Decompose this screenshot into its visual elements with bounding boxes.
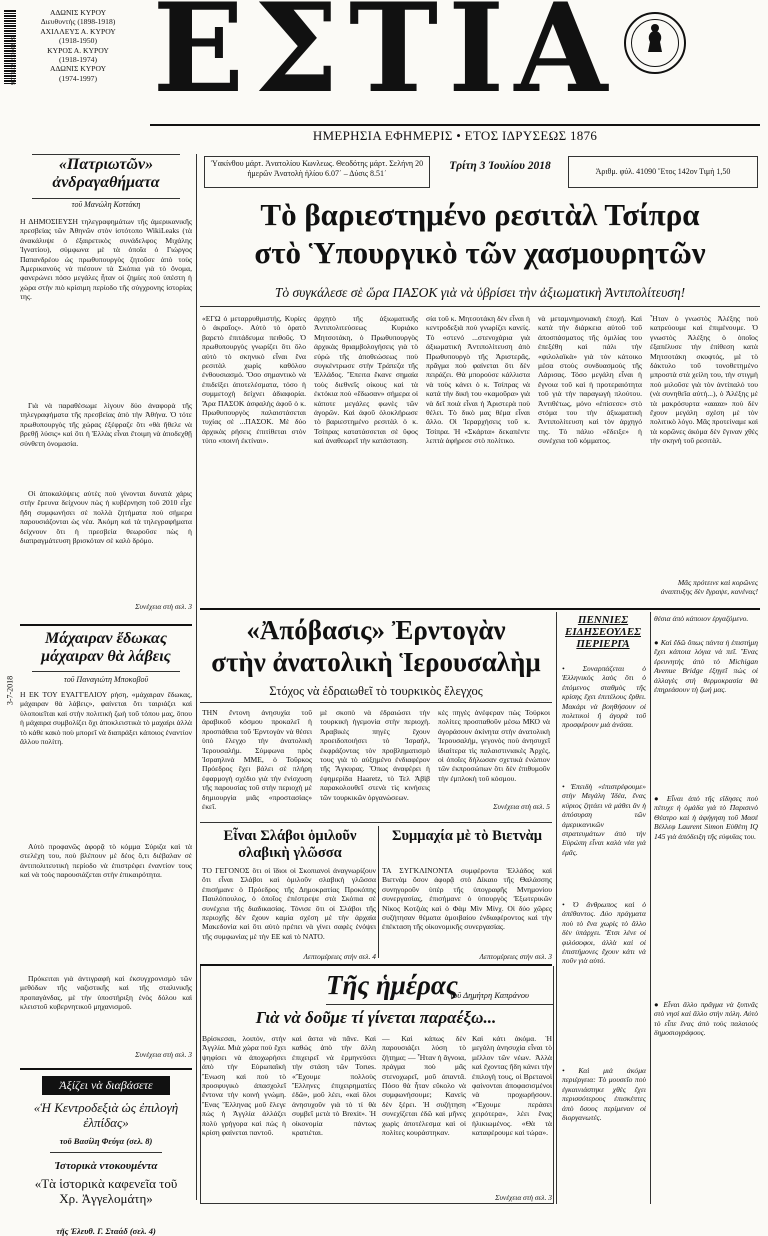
middle-text: μὲ σκοπὸ νὰ ἐδραιώσει τὴν τουρκικὴ ἡγεμονία στὴν περιοχὴ. Ἀραβικὲς πηγὲς ἔχουν προειδοποιήσει τὸ Ἰσραήλ, ἐκφράζοντας τὸν προβληματισμὸ τους γιὰ τὸ αὐξημένο ἐνδιαφέρον τῆς Ἄγκυρας. Ὅπως ἀναφέρει ἡ ἐφημερίδα Haaretz, τὸ Τελ Ἀβὶβ παρακολουθεῖ στενὰ τὶς κινήσεις τῶν τουρκικῶν ὀργανώσεων. bbox=[320, 708, 430, 802]
lead-column bbox=[426, 314, 530, 604]
founder-line: ΑΔΩΝΙΣ ΚΥΡΟΥ bbox=[49, 64, 107, 74]
article-title: «Πατριωτῶν» ἀνδραγαθήματα bbox=[52, 156, 160, 191]
lead-column bbox=[650, 314, 758, 604]
briefs-header-line: ΠΕΡΙΕΡΓΑ bbox=[576, 638, 630, 650]
lead-subhead: Τὸ συγκάλεσε σὲ ὥρα ΠΑΣΟΚ γιὰ νὰ ὑβρίσει τὴν ἀξιωματικὴ Ἀντιπολίτευση! bbox=[274, 285, 686, 300]
lead-text: νὰ μεταμνημονιακὴ ἐποχή. Καὶ κατὰ τὴν διάρκεια αὐτοῦ τοῦ ἀποσπάσματος τῆς ὁμιλίας του ἐπεξέθη καὶ πάλι τὴν «φιλολαϊκὰ» γιὰ τὸν κάτοικο μέσα στοὺς συνδυασμοὺς τῆς Λάρισας. Τόσο μεγάλη εἶναι ἡ ἔγνοια τοῦ καὶ ἡ προτεραιότητα τοῦ γιὰ τὴν παραγωγὴ πλούτου. Ἀντιθέτως, μόνο «ἐπίσεσε» στὸ στόμα του τὴν ἀξιωματικὴ Ἀντιπολίτευση καὶ τὸν ἀρχηγό της. Τὸ πάλιο «ἔδειξε» ἡ συνέχεια τοῦ κόμματος. bbox=[538, 314, 642, 446]
lead-text: Ἦταν ὁ γνωστὸς Ἀλέξης ποὺ κατρεύουμε καὶ ἐπιμένουμε. Ὁ γνωστὸς Ἀλέξης ὁ ὁποῖος ἐξαπέλυσε τὴν ἐπίθεση κατὰ Μητσοτάκη σκυφτός, μὲ τὸ δάκτυλο τοῦ τονοθετημένο μπροστὰ στὰ χείλη του, τὴν στιγμὴ ποὺ μιλοῦσε γιὰ τὸν ἀντίπαλό του (νὰ συνηθεῖα αὐτή...), ὁ Ἀλέξης μὲ τὰ μακρόσυρτα «αααα» ποὺ δὲν ἔχουν μεγάλη σχέση μὲ τὸν πολιτικὸ λόγο. Μᾶς προτείναμε καὶ τὰ κορῶνες ἀκόμα δὲν ἔγιναν χθὲς τὴν σκηνὴ τοῦ ρεσιτὰλ. bbox=[650, 314, 758, 446]
substory-title: Εἶναι Σλάβοι ὁμιλοῦν σλαβικὴ γλῶσσα bbox=[223, 828, 357, 861]
day-byline: τοῦ Δημήτρη Καπράνου bbox=[450, 990, 529, 1000]
issue-info: Ἀριθμ. φύλ. 41090 Ἔτος 142ον Τιμὴ 1,50 bbox=[595, 167, 731, 176]
founder-line: (1918-1950) bbox=[59, 36, 97, 46]
seal-logo bbox=[624, 12, 686, 74]
article-paragraph: Οἱ ἀποκαλύψεις αὐτὲς ποὺ γίνονται δυνατὰ χάρις στὴν ἔρευνα δείχνουν πὼς ἡ κυβέρνηση τοῦ 2010 εἶχε ἤδη συμφωνήσει σὲ πολλὰ ζητήματα ποὺ σήμερα παρουσιάζονται ὡς νέα. Ἀκόμη καὶ τὰ τηλεγραφήματα δείχνουν ὅτι ἡ πρεσβεία θεωροῦσε πὼς ἡ διαπραγμάτευση βρισκόταν σὲ καλὸ δρόμο. bbox=[20, 489, 192, 546]
substory-body: ΤΑ ΣΥΓΚΛΙΝΟΝΤΑ συμφέροντα Ἑλλάδος καὶ Βιετνὰμ ὅσον ἀφορᾷ στὸ Δίκαιο τῆς Θαλάσσης συνηγοροῦν ὑπὲρ τῆς ὑπογραφῆς Μνημονίου συνεργασίας, ἐπισήμανε ὁ ὑπουργὸς Ἐξωτερικῶν Νίκος Κοτζιὰς καὶ ὁ Φὰμ Μὶν Μίνχ. Οἱ δύο χῶρες συζήτησαν θέματα ἀμοιβαίου ἐνδιαφέροντος καὶ τὴν ἐπέκταση τῆς οἰκονομικῆς συνεργασίας. bbox=[382, 866, 552, 932]
article-paragraph: Πρόκειται γιὰ ἀντιγραφὴ καὶ ἐκσυγχρονισμὸ τῶν μεθόδων τῆς ναζιστικῆς καὶ τῆς σταλινικῆς προπαγάνδας, μὲ τὴν ὑποστήριξη ἑνὸς δόλου καὶ κλειστοῦ κυβερνητικοῦ μηχανισμοῦ. bbox=[20, 974, 192, 1012]
founder-line: Διευθυντὴς (1898-1918) bbox=[40, 17, 116, 27]
middle-text: κὲς πηγὲς ἀνέφεραν πὼς Τούρκοι πολίτες προσπαθοῦν μέσω ΜΚΟ νὰ ἀγοράσουν ἀκίνητα στὴν ἀνατολικὴ Ἱερουσαλήμ, γεγονὸς ποὺ ἀνησυχεῖ ἰδιαίτερα τὶς παλαιστινιακὲς Ἀρχές, οἱ ὁποῖες δήλωσαν σχετικά ἐνώπιον τῶν ἐκπροσώπων ὅτι δὲν ἐπιθυμοῦν τὴν ἐμπλοκὴ τοῦ κόσμου. bbox=[438, 708, 550, 783]
briefs-header bbox=[560, 614, 646, 650]
masthead bbox=[0, 0, 768, 150]
day-column-text bbox=[472, 1034, 552, 1204]
substory-body: ΤΟ ΓΕΓΟΝΟΣ ὅτι οἱ ἴδιοι οἱ Σκοπιανοὶ ἀναγνωρίζουν ὅτι εἶναι Σλάβοι καὶ ὁμιλοῦν σλαβικὴ γλῶσσα ἐπισήμανε ὁ Πρόεδρος τῆς Δημοκρατίας Προκόπης Παυλόπουλος, ὁ ὁποῖος ἐπέστρεψε στὰ Σκόπια σὲ συνέχεια τῆς διαδικασίας. Τόνισε ὅτι οἱ Σλάβοι τῆς περιοχῆς δὲν ἔχουν καμία σχέση μὲ τὴν ἀρχαία Μακεδονία καὶ ὅτι αὐτὸ πρέπει νὰ γίνει σαφὲς ἐνόψει τῆς συμφωνίας μὲ τὴν ΕΕ καὶ τὸ ΝΑΤΟ. bbox=[202, 866, 376, 941]
almanac-box bbox=[204, 156, 430, 188]
article-paragraph: Γιὰ νὰ παραθέσωμε λίγουν δύο ἀναφορὰ τῆς τηλεγραφήματα τῆς πρεσβείας ἀπὸ τὴν Ἀθήνα. Ὁ τότε πρωθυπουργὸς τῆς χώρας ἐξέφραζε ὅτι «θὰ ἤθελε νὰ βρεθῇ λύσις» καὶ ὅτι ἡ Ἑλλὰς εἶναι ἕτοιμη νὰ ἀποδεχθῇ σύνθετη ὀνομασία. bbox=[20, 401, 192, 448]
founders-list bbox=[12, 8, 144, 83]
day-text: Βρίσκεσαι, λοιπόν, στὴν Ἀγγλία. Μιὰ χώρα ποὺ ἔχει ψηφίσει νὰ ἀποχωρήσει ἀπὸ τὴν Εὐρωπαϊκὴ Ἕνωση καὶ ποὺ τὸ προσφυγικὸ ἀπασχολεῖ ἔντονα τὴν κοινὴ γνώμη. Ἕνας Ἕλληνας μοῦ ἔλεγε πὼς ἡ Ἀγγλία ἀλλάζει πολὺ γρήγορα καὶ πὼς ἡ κρίση φαίνεται παντοῦ. bbox=[202, 1034, 286, 1138]
barcode-number: 9 771108 611002 27 bbox=[11, 35, 17, 85]
briefs-header-line: ΠΕΝΝΙΕΣ bbox=[577, 614, 629, 626]
brief-item: θέσια ἀπὸ κάποιον ἐργαζόμενο. bbox=[654, 614, 749, 623]
middle-subhead: Στόχος νὰ ἐδραιωθεῖ τὸ τουρκικὸς ἔλεγχος bbox=[269, 684, 483, 698]
article-paragraph: Η ΔΗΜΟΣΙΕΥΣΗ τηλεγραφημάτων τῆς ἀμερικανικῆς πρεσβείας τῶν Ἀθηνῶν στὸν ἱστότοπο WikiLeaks (τὰ ἀνακάλυψε ὁ ἐξαιρετικὸς συνάδελφος Μιχάλης Ἰγνατίου), σύμφωνα μὲ τὰ ὁποῖα ὁ Γιώργος Παπανδρέου ὡς πρωθυπουργὸς ζητοῦσε ἀπὸ τοὺς Ἀμερικανοὺς νὰ πιέσουν τὰ Σκόπια γιὰ τὸ ὄνομα, φανερώνει πόσο μεγάλες ἦταν οἱ ζημίες ποὺ ὑπέστη ἡ χώρα στὴν πιὸ κρίσιμη περίοδο τῆς σύγχρονης ἱστορίας της. bbox=[20, 217, 192, 302]
founder-line: ΚΥΡΟΣ Α. ΚΥΡΟΥ bbox=[47, 45, 109, 55]
founder-line: (1974-1997) bbox=[59, 73, 97, 83]
founder-line: (1918-1974) bbox=[59, 55, 97, 65]
day-text: καὶ ἄστα νὰ πᾶνε. Καὶ καθώς ἀπὸ τὴν ἄλλη ἐπιχειρεῖ νὰ ἑρμηνεύσει τὴν στάση τῶν Τοrιes. «Ἔχουμε πολλοὺς Ἕλληνες ἐπιχειρηματίες ἐδῶ», μοῦ λέει, «καὶ ὅλοι ἀνησυχοῦν γιὰ τὸ τί θὰ συμβεῖ μετὰ τὸ Brexit». Ἡ οἰκονομία πάντως κρατιέται. bbox=[292, 1034, 376, 1138]
article-byline: τοῦ Παναγιώτη Μποκοβοῦ bbox=[63, 675, 149, 684]
continued-note[interactable]: Συνέχεια στὴ σελ. 3 bbox=[135, 1050, 192, 1059]
briefs-header-line: ΕΙΔΗΣΕΟΥΛΕΣ bbox=[565, 626, 641, 638]
middle-column bbox=[438, 708, 550, 820]
lead-headline-line: στὸ Ὑπουργικὸ τῶν χασμουρητῶν bbox=[254, 235, 706, 270]
lead-text: «ΕΓΩ ὁ μεταρρυθμιστής, Κυρίες ὁ ἀκραῖος». Αὐτὸ τὸ ὁρατὸ βαρετὸ ἐπιτάδευμα πειθοῦς. Ὁ πρωθυπουργὸς γνωρίζει ὅτι ὅλο αὐτὸ τὸ σκηνικὸ εἶναι ἕνα ρεσιτὰλ χωρὶς καθόλου ἐνθουσιασμό. Ὅσο σημαντικὸ νὰ ἐπιδείξει ἀποτελέσματα, τόσο ἡ συμμετοχὴ δείχνει ἀδιαφορία. Ἄρα ΠΑΣΟΚ ἀσφαλὴς ἀφοῦ ὁ κ. Πρωθυπουργὸς παλαιστάσεται τυχίας σὲ ...ΠΑΣΟΚ. Μὲ δύο ἀρχικὰς ρήσεις ἐπιτίθεται στὸν τύπο «ποινή ἐκτίναι». bbox=[202, 314, 306, 446]
lead-headline bbox=[200, 196, 760, 272]
day-column-text bbox=[202, 1034, 286, 1204]
almanac-text: Ὑακίνθου μάρτ. Ἀνατολίου Κωνλεως. Θεοδότης μάρτ. Σελήνη 20 ἡμερῶν Ἀνατολὴ ἡλίου 6.07΄ – Δύσις 8.51΄ bbox=[210, 159, 424, 178]
continued-note[interactable]: Λεπτομέρειες στὴν σελ. 3 bbox=[479, 952, 552, 961]
brief-item: • Καὶ μιὰ ἀκόμα περιέργεια: Τὸ μουσεῖο ποὺ ἐγκαινιάστηκε χθὲς ἔχει περισσότερους ἐπισκέπτες ἀπὸ ὅσους περίμεναν οἱ διοργανωτές. bbox=[562, 1066, 646, 1123]
middle-headline bbox=[200, 614, 552, 678]
worth-reading-title[interactable]: «Ἡ Κεντροδεξιὰ ὡς ἐπιλογὴ ἐλπίδας» bbox=[33, 1100, 179, 1130]
day-column-text bbox=[382, 1034, 466, 1204]
substory-title: Συμμαχία μὲ τὸ Βιετνὰμ bbox=[392, 828, 542, 844]
brief-item: ● Καὶ ἔδῶ ὅπως πάντα ἡ ἐπιστήμη ἔχει κάποια λόγια νὰ πεῖ. Ἔνας ἐρευνητὴς ἀπὸ τὸ Michigan Avenue Bridge ἐξηγεῖ πὼς οἱ ἀλλαγὲς στὴ θερμοκρασία θὰ ἐπηρεάσουν τὴ ζωή μας. bbox=[654, 638, 758, 695]
founder-line: ΑΔΩΝΙΣ ΚΥΡΟΥ bbox=[49, 8, 107, 17]
day-title: Γιὰ νὰ δοῦμε τί γίνεται παραέξω... bbox=[255, 1008, 497, 1027]
masthead-title: ΕΣΤΙΑ bbox=[152, 0, 618, 121]
substory-text bbox=[202, 866, 376, 962]
worth-reading-header: Ἀξίζει νὰ διαβάσετε bbox=[42, 1076, 170, 1095]
middle-headline-line: «Ἀπόβασις» Ἐρντογὰν bbox=[246, 615, 506, 645]
day-column-text bbox=[292, 1034, 376, 1204]
middle-column bbox=[320, 708, 430, 820]
worth-reading-kicker: Ἱστορικὰ ντοκουμέντα bbox=[54, 1160, 158, 1172]
lead-column bbox=[314, 314, 418, 604]
brief-item: • Ἐπειδὴ «ἐπιστρέφουμε» στὴν Μεγάλη Ἰδέα, ἕνας κύριος ζητάει νὰ μάθει ἂν ἡ ἀπόσυρση τῶν ἀμερικανικῶν στρατευμάτων ἀπὸ τὴν Εὐρώπη εἶναι καλὰ νέα γιὰ ἐμᾶς. bbox=[562, 782, 646, 857]
middle-column bbox=[202, 708, 312, 820]
lead-text: ἀρχητὸ τῆς ἀξιωματικῆς Ἀντιπολιτεύσεως Κυριάκο Μητσοτάκη, ὁ Πρωθυπουργὸς ἀρχικὰς θριαμβολογήσεις γιὰ τὸ εὐρὼ τῆς ἀποθεώσεως ποὺ συγκέντρωσε στὴν Τράπεζα τῆς Ἑλλάδος. Ἔπειτα ἔκανε σημαία τοὺς διεθνεῖς οἰκους καὶ τὰ ἐκτόκια ποὺ «ἔδωσαν» σήμερα οἱ κάποτε μεγάλες φωνὲς τῶν ἀγορῶν. Καὶ ἀφοῦ ὁλοκλήρωσε τὸ βαριεστημένο ρεσιτὰλ ὁ κ. Τσίπρας κατατάσσεται σὲ ὕφος καὶ ἀναθεωρεῖ τὴν κατάσταση. bbox=[314, 314, 418, 446]
left-column bbox=[20, 150, 192, 1236]
continued-note[interactable]: Συνέχεια στὴ σελ. 3 bbox=[495, 1193, 552, 1202]
article-title: Μάχαιραν ἔδωκας μάχαιραν θὰ λάβεις bbox=[41, 630, 171, 665]
brief-item: ● Εἶναι ἀπὸ τῆς εἴδησες ποὺ πέτυχε ἡ ὁμάδα γιὰ τὸ Παρισινὸ Θέατρο καὶ ἡ ἀφήγηση τοῦ Μασέ Βέλλεφ Laurent Simon Εὐθέτη IQ 145 γιὰ ἀπόδειξη τῆς εὐφυΐας του. bbox=[654, 794, 758, 841]
worth-reading-title[interactable]: «Τὰ ἱστορικὰ καφενεῖα τοῦ Χρ. Ἀγγελομάτη» bbox=[34, 1176, 178, 1206]
issue-date: Τρίτη 3 Ἰουλίου 2018 bbox=[449, 160, 551, 172]
continued-note[interactable]: Συνέχεια στὴ σελ. 3 bbox=[135, 602, 192, 611]
day-text: Καὶ κάτι ἀκόμα. Ἡ μεγάλη ἀνησυχία εἶναι τὸ μέλλον τῶν νέων. Ἀλλὰ καὶ ἔχοντας ἤδη κάνει τὴν ἐπιλογὴ τους, οἱ Βρετανοὶ φαίνονται ἀποφασισμένοι νὰ προχωρήσουν. «Ἔχουμε περάσει χειρότερα», λέει ἕνας ἡλικιωμένος. «Θὰ τὰ καταφέρουμε καὶ τώρα». bbox=[472, 1034, 552, 1138]
continued-note[interactable]: Συνέχεια στὴ σελ. 5 bbox=[493, 802, 550, 811]
masthead-subtitle: ΗΜΕΡΗΣΙΑ ΕΦΗΜΕΡΙΣ • ΕΤΟΣ ΙΔΡΥΣΕΩΣ 1876 bbox=[312, 128, 598, 143]
article-paragraph: Η ΕΚ ΤΟΥ ΕΥΑΓΓΕΛΙΟΥ ρήση, «μάχαιραν ἔδωκας, μάχαιραν θὰ λάβεις», φαίνεται ὅτι ταιριάζει καὶ ὑλοποιεῖται καὶ στὴν πολιτικὴ ζωὴ τοῦ τόπου μας, ὅπου ἡ μάχαιρα συμβολίζει ὅχι ἀποκλειστικὰ τὸ μαχαίρι ἀλλὰ τὸ κάθε κακὸ ποὺ μπορεῖ νὰ διαπράξει κάποιος ἐναντίον ἄλλου πολίτη. bbox=[20, 690, 192, 747]
continued-note: Μᾶς πρότεινε καὶ κορῶνες ἀναπτυξης δὲν ἔγραψε, κανένας! bbox=[660, 578, 758, 596]
briefs-column bbox=[562, 664, 646, 1204]
issue-info-box bbox=[568, 156, 758, 188]
brief-item: • Συναρπάζεται ὁ Ἐλληνικὸς λαὸς ὅτι ὁ ἐπόμενος σταθμὸς τῆς κρίσης ἔχει ἐπιτέλους ἔρθει. Μακάρι νὰ βοηθήσουν οἱ πολιτικοὶ ἢ ἀγορὰ τοῦ προσφέρουν μιὰ ἀνάσα. bbox=[562, 664, 646, 730]
worth-reading-byline: τοῦ Βασίλη Φεύγα (σελ. 8) bbox=[59, 1136, 153, 1146]
founder-line: ΑΧΙΛΛΕΥΣ Α. ΚΥΡΟΥ bbox=[40, 26, 116, 36]
side-date: 3-7-2018 bbox=[5, 675, 15, 706]
continued-note[interactable]: Λεπτομέρειες στὴν σελ. 4 bbox=[303, 952, 376, 961]
lead-headline-line: Τὸ βαριεστημένο ρεσιτὰλ Τσίπρα bbox=[260, 197, 700, 232]
worth-reading-byline: τῆς Ἐλευθ. Γ. Σταάδ (σελ. 4) bbox=[56, 1226, 156, 1236]
far-right-column bbox=[654, 614, 758, 1204]
article-paragraph: Αὐτὸ προφανῶς ἀφορᾷ τὸ κόμμα Σύριζα καὶ τὰ στελέχη του, ποὺ βλέπουν μὲ δέος ὅ,τι διέβαλαν σὲ ἀντιπολιτευτικὴ περίοδο νὰ ἐπιστρέφει ἐναντίον τους καὶ νὰ τοὺς παρουσιάζεται στὴν ἐπικαιρότητα. bbox=[20, 842, 192, 880]
lead-column bbox=[202, 314, 306, 604]
brief-item: ● Εἶναι ἄλλο πρᾶγμα νὰ ξυπνᾶς στὸ νησί καὶ ἄλλο στὴν πόλη. Αὐτὸ τὸ εἶπε ἕνας ἀπὸ τοὺς παλαιοὺς δημοσιογράφους. bbox=[654, 1000, 758, 1038]
substory-text bbox=[382, 866, 552, 962]
brief-item: • Ὁ ἄνθρωπος καὶ ὁ ἀπέθαντος. Δύο πράγματα ποὺ τὸ ἕνα χωρὶς τὸ ἄλλο δὲν ὑπάρχει. Ἔτσι λένε οἱ φιλόσοφοι, ἀλλὰ καὶ οἱ ἐπιστήμονες ἔχουν κάτι νὰ ποῦν γιὰ αὐτό. bbox=[562, 900, 646, 966]
day-text: — Καὶ κάπως δὲν παρουσιάζει λύση τὸ ζήτημα; — Ἦταν ἡ ἄγνοια, πράγμα ποὺ μᾶς στενοχωρεῖ, μοῦ ἀπαντᾶ. Πόσο θὰ ἦταν εὔκολο νὰ συμφωνήσουμε; Κανεὶς δὲν ξέρει. Ἡ συζήτηση συνεχίζεται ἐδῶ καὶ μῆνες χωρὶς ἀποτέλεσμα καὶ οἱ πολίτες κουράστηκαν. bbox=[382, 1034, 466, 1138]
article-byline: τοῦ Μανώλη Κοττάκη bbox=[71, 200, 141, 209]
info-strip bbox=[200, 154, 760, 190]
lead-column bbox=[538, 314, 642, 604]
day-header: Τῆς ἡμέρας bbox=[326, 970, 458, 1000]
middle-text: ΤΗΝ ἔντονη ἀνησυχία τοῦ ἀραβικοῦ κόσμου προκαλεῖ ἡ προσπάθεια τοῦ Ἐρντογὰν νὰ θέσει ὑπὸ ἔλεγχο τὴν ἀνατολικὴ Ἱερουσαλήμ. Σύμφωνα πρὸς Ἰσραηλινὰ ΜΜΕ, ὁ Τοῦρκος Πρόεδρος ἔχει βάλει σὲ πλήρη ἐφαρμογὴ σχέδιο γιὰ τὴν ἐνίσχυση τῆς παρουσίας τοῦ στὴν περιοχὴ μὲ δημιουργία μιᾶς «προστασίας» ἐκεῖ. bbox=[202, 708, 312, 812]
lead-text: σία τοῦ κ. Μητσοτάκη δὲν εἶναι ἡ κεντροδεξιὰ ποὺ γνωρίζει κανείς. Τὸ «στενό ...στενοχάρια γιὰ ἀξιωματικὴ Ἀντιπολίτευση ἀπὸ Πρωθυπουργὸ τῆς Ἀριστερᾶς, πρᾶγμα ποὺ φαίνεται ὅτι δὲν πειράζει. Θὰ μπορούσε κάλλιστα νὰ τοὺς κάνει ὁ κ. Τσίπρας νὰ κατά τὴν δική του «καμοῦρα» γιὰ νὰ δεῖ ποιὰ εἶναι ἡ Ἀριστερὰ ποὺ θέλει. Τὸ δικὸ μας θέμα εἶναι ἄλλο. Οἱ Ἱεραρχήσεις τοῦ κ. Τσίπρα. Ἡ «Σκάρτα» δεκαπέντε λεπτὰ ἀφήρεσε στὸ πολίτικο. bbox=[426, 314, 530, 446]
middle-headline-line: στὴν ἀνατολικὴ Ἱερουσαλὴμ bbox=[211, 647, 541, 677]
